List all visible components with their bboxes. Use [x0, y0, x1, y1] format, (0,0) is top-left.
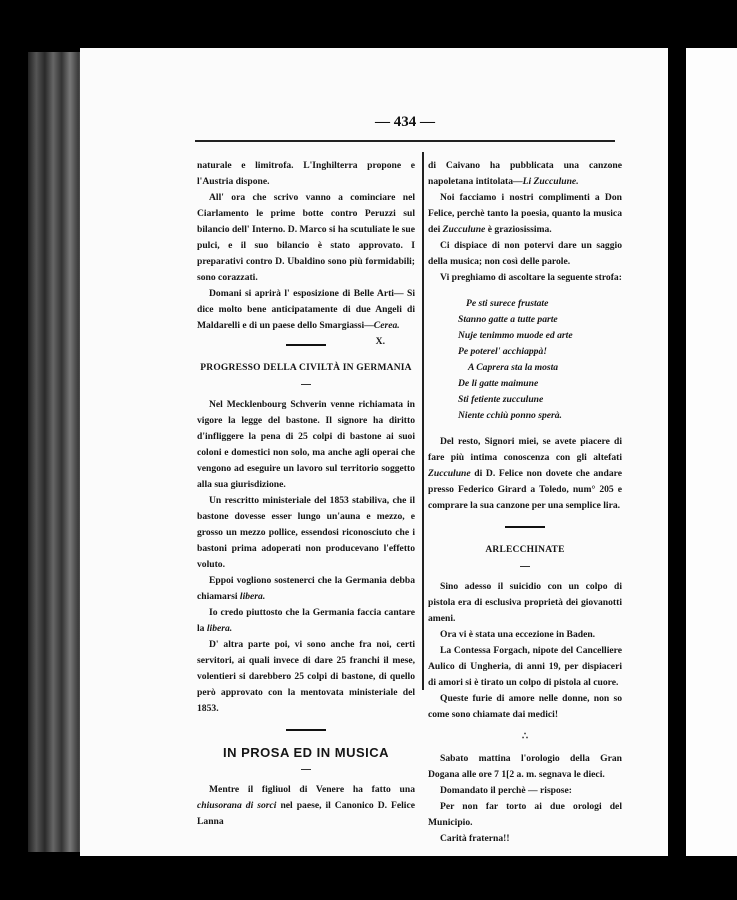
right-column: [428, 158, 622, 847]
left-column: [197, 158, 415, 830]
verse-line: Niente cchiù ponno sperà.: [458, 410, 562, 421]
text: Del resto, Signori miei, se avete piacere di fare più intima conoscenza con gli altefati: [428, 436, 622, 463]
italic-text: libera.: [239, 591, 266, 602]
paragraph: D' altra parte poi, vi sono anche fra noi, certi servitori, ai quali invece di dare 25 franchi il mese, volentieri si darebbero 25 colpi di bastone, di quello però approvato con la mentovata ministeriale del 1853.: [197, 639, 415, 714]
paragraph: [428, 434, 622, 514]
section-title: ARLECCHINATE: [485, 545, 565, 555]
text: Noi facciamo i nostri complimenti a Don Felice, perchè tanto la poesia, quanto la musica dei: [428, 192, 622, 235]
page-number: — 434 —: [375, 114, 435, 130]
italic-text: Li Zucculune.: [522, 176, 579, 187]
paragraph: Vi preghiamo di ascoltare la seguente strofa:: [440, 272, 622, 283]
italic-text: Cerea.: [373, 320, 400, 331]
paragraph: All' ora che scrivo vanno a cominciare nel Ciarlamento le prime botte contro Peruzzi sul bilancio dell' Interno. D. Marco si ha scutuliate le sue pulci, e il suo bilancio è stato approvato. I preparativi contro D. Ubaldino sono più formidabili; sono corazzati.: [197, 192, 415, 283]
text: di D. Felice non dovete che andare presso Federico Girard a Toledo, num° 205 e comprare la sua canzone per una semplice lira.: [428, 468, 622, 511]
italic-text: Zucculune: [428, 468, 471, 479]
column-divider: [422, 152, 424, 690]
text: di Caivano ha pubblicata una canzone napoletana intitolata—: [428, 160, 622, 187]
section-rule: [505, 526, 545, 528]
paragraph: La Contessa Forgach, nipote del Cancelliere Aulico di Ungheria, di anni 19, per dispiaceri di amori si è tirato un colpo di pistola al cuore.: [428, 645, 622, 688]
verse-line: Nuje tenimmo muode ed arte: [458, 330, 573, 341]
title-dash: [301, 384, 311, 385]
paragraph: Sabato mattina l'orologio della Gran Dogana alle ore 7 1[2 a. m. segnava le dieci.: [428, 753, 622, 780]
text: Mentre il figliuol di Venere ha fatto una: [209, 784, 415, 795]
header-rule: [195, 140, 615, 142]
verse-line: Pe poterel' acchiappà!: [458, 346, 547, 357]
section-rule: [286, 344, 326, 346]
verse-line: Sti fetiente zucculune: [458, 394, 544, 405]
title-dash: [301, 769, 311, 770]
paragraph: Carità fraterna!!: [440, 833, 510, 844]
text: nel paese, il Canonico D. Felice Lanna: [197, 800, 415, 827]
section-title: IN PROSA ED IN MUSICA: [222, 745, 390, 760]
italic-text: libera.: [206, 623, 233, 634]
signature: X.: [375, 336, 385, 347]
text: Domani si aprirà l' esposizione di Belle Arti— Si dice molto bene anticipatamente di due Angeli di Maldarelli e di un paese dello Smargiassi—: [197, 288, 415, 331]
italic-text: chiusorana di sorci: [197, 800, 277, 811]
text: Io credo piuttosto che la Germania faccia cantare la: [197, 607, 415, 634]
adjacent-page-edge: [686, 48, 737, 856]
paragraph: [428, 190, 622, 238]
separator: ∴: [521, 731, 529, 742]
text: Eppoi vogliono sostenerci che la Germania debba chiamarsi: [197, 575, 415, 602]
paragraph: Domandato il perchè — rispose:: [440, 785, 572, 796]
verse-line: Stanno gatte a tutte parte: [458, 314, 558, 325]
verse-line: Pe sti surece frustate: [466, 298, 549, 309]
paragraph: [197, 605, 415, 637]
italic-text: Zucculune: [442, 224, 486, 235]
paragraph: Ora vi è stata una eccezione in Baden.: [440, 629, 596, 640]
section-title: PROGRESSO DELLA CIVILTÀ IN GERMANIA: [200, 363, 412, 373]
section-rule: [286, 729, 326, 731]
paragraph: [428, 158, 622, 190]
paragraph: Nel Mecklenbourg Schverin venne richiamata in vigore la legge del bastone. Il signore ha diritto d'infliggere la pena di 25 colpi di bastone ai suoi coloni e domestici non solo, ma anche agli operai che vengono ad eseguire un lavoro sul territorio soggetto alla sua giurisdizione.: [197, 399, 415, 490]
verse-line: De li gatte maimune: [458, 378, 539, 389]
paragraph: [197, 286, 415, 334]
paragraph: Sino adesso il suicidio con un colpo di pistola era di esclusiva proprietà dei giovanotti ameni.: [428, 581, 622, 624]
paragraph: Per non far torto ai due orologi del Municipio.: [428, 801, 622, 828]
text: è graziosissima.: [487, 224, 552, 235]
paragraph: [197, 782, 415, 830]
document-page: [80, 48, 668, 856]
paragraph: Ci dispiace di non potervi dare un saggio della musica; non così delle parole.: [428, 240, 622, 267]
book-spine-edge: [28, 52, 84, 852]
paragraph: naturale e limitrofa. L'Inghilterra propone e l'Austria dispone.: [197, 160, 415, 187]
paragraph: [197, 573, 415, 605]
verse: [458, 296, 622, 424]
paragraph: Queste furie di amore nelle donne, non so come sono chiamate dai medici!: [428, 693, 622, 720]
verse-line: A Caprera sta la mosta: [468, 362, 559, 373]
title-dash: [520, 566, 530, 567]
paragraph: Un rescritto ministeriale del 1853 stabiliva, che il bastone dovesse esser lungo un'auna e mezzo, e grosso un mezzo pollice, essendosi riconosciuto che i bastoni prima adoperati non producevano l'effetto voluto.: [197, 495, 415, 570]
